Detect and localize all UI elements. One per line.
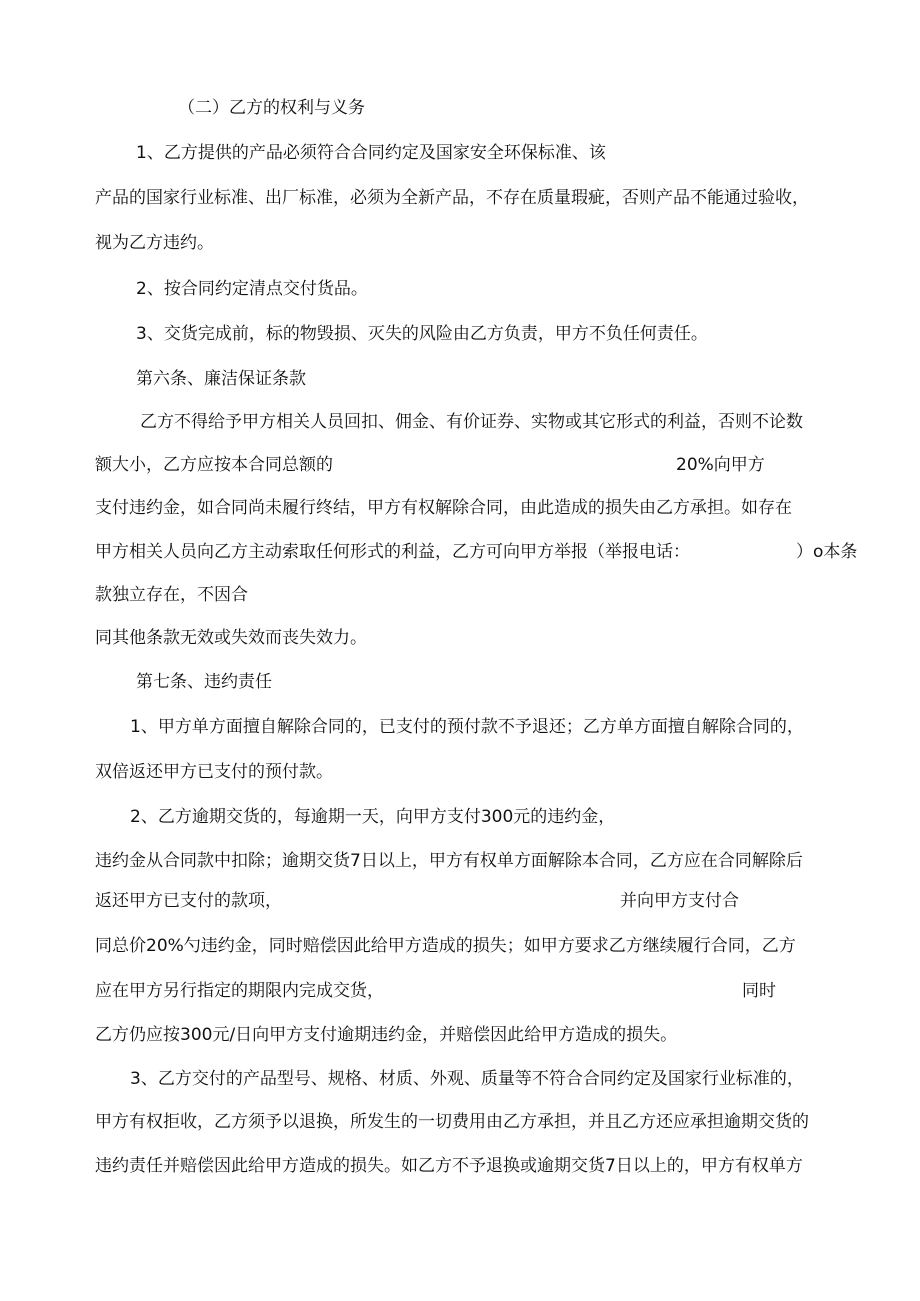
article-7-title: 第七条、违约责任 — [136, 672, 272, 692]
paragraph-line: 视为乙方违约。 — [95, 233, 214, 253]
article-6-title: 第六条、廉洁保证条款 — [136, 369, 306, 389]
paragraph-line: 应在甲方另行指定的期限内完成交货， — [95, 981, 384, 1001]
paragraph-line: 乙方不得给予甲方相关人员回扣、佣金、有价证券、实物或其它形式的利益，否则不论数 — [140, 412, 803, 432]
paragraph-line: 20%向甲方 — [676, 455, 765, 475]
paragraph-line: 支付违约金，如合同尚未履行终结，甲方有权解除合同，由此造成的损失由乙方承担。如存在 — [95, 498, 792, 518]
paragraph-line: 甲方有权拒收，乙方须予以退换，所发生的一切费用由乙方承担，并且乙方还应承担逾期交货的 — [95, 1112, 809, 1132]
paragraph-line: 同其他条款无效或失效而丧失效力。 — [95, 628, 367, 648]
paragraph-line: 2、按合同约定清点交付货品。 — [136, 279, 368, 299]
paragraph-line: 双倍返还甲方已支付的预付款。 — [95, 762, 333, 782]
paragraph-line: 款独立存在，不因合 — [95, 585, 248, 605]
paragraph-line: 违约金从合同款中扣除；逾期交货7日以上，甲方有权单方面解除本合同，乙方应在合同解除后 — [95, 851, 803, 871]
paragraph-line: 同时 — [742, 981, 776, 1001]
paragraph-line: 乙方仍应按300元/日向甲方支付逾期违约金，并赔偿因此给甲方造成的损失。 — [95, 1025, 678, 1045]
paragraph-line: 3、交货完成前，标的物毁损、灭失的风险由乙方负责，甲方不负任何责任。 — [136, 324, 708, 344]
section-2-title: （二）乙方的权利与义务 — [178, 98, 365, 118]
paragraph-line: ）o本条 — [796, 542, 858, 562]
paragraph-line: 1、甲方单方面擅自解除合同的，已支付的预付款不予退还；乙方单方面擅自解除合同的， — [130, 717, 804, 737]
paragraph-line: 同总价20%勺违约金，同时赔偿因此给甲方造成的损失；如甲方要求乙方继续履行合同，乙方 — [95, 936, 796, 956]
paragraph-line: 1、乙方提供的产品必须符合合同约定及国家安全环保标准、该 — [136, 143, 606, 163]
paragraph-line: 返还甲方已支付的款项， — [95, 891, 282, 911]
paragraph-line: 甲方相关人员向乙方主动索取任何形式的利益，乙方可向甲方举报（举报电话： — [95, 542, 690, 562]
paragraph-line: 2、乙方逾期交货的，每逾期一天，向甲方支付300元的违约金， — [130, 807, 616, 827]
paragraph-line: 并向甲方支付合 — [620, 891, 739, 911]
paragraph-line: 产品的国家行业标准、出厂标准，必须为全新产品，不存在质量瑕疵，否则产品不能通过验收， — [95, 188, 809, 208]
paragraph-line: 违约责任并赔偿因此给甲方造成的损失。如乙方不予退换或逾期交货7日以上的，甲方有权单方 — [95, 1156, 803, 1176]
paragraph-line: 3、乙方交付的产品型号、规格、材质、外观、质量等不符合合同约定及国家行业标准的， — [130, 1069, 804, 1089]
paragraph-line: 额大小，乙方应按本合同总额的 — [95, 455, 333, 475]
